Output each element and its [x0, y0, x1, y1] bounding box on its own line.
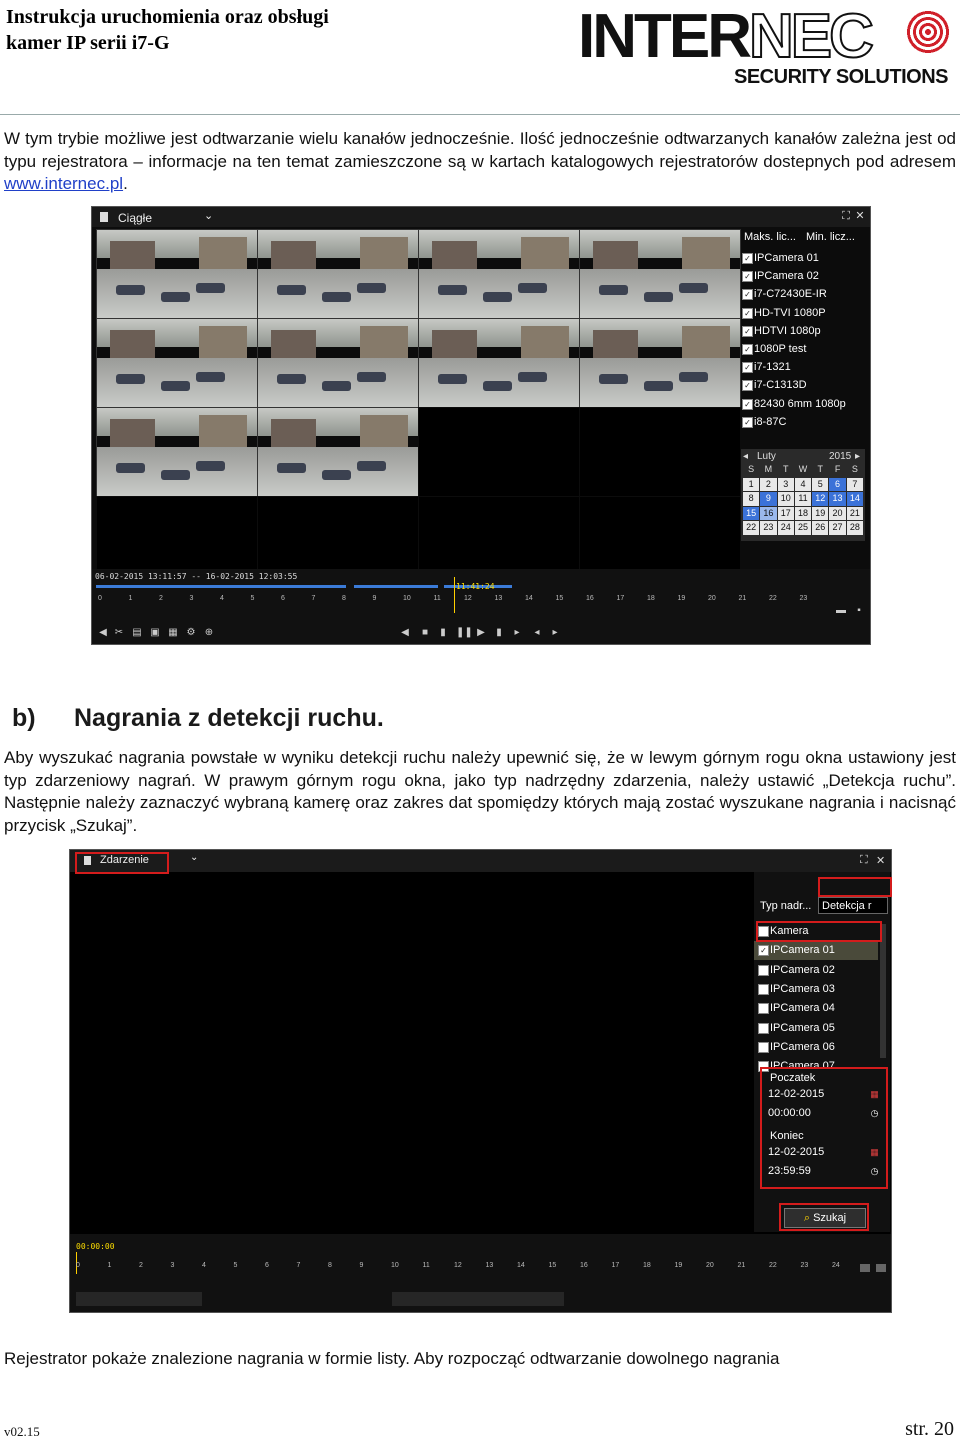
video-bld2 [682, 326, 730, 359]
timeline-hour: 14 [525, 595, 533, 602]
logo-nec: NEC [749, 2, 871, 71]
calendar-day[interactable]: 28 [847, 521, 863, 535]
camera-checkbox[interactable] [758, 1023, 769, 1034]
clock-icon[interactable]: ◷ [870, 1108, 879, 1118]
calendar-day[interactable]: 26 [812, 521, 828, 535]
pause-icon[interactable]: ❚❚ [456, 627, 473, 638]
timeline-hour: 6 [265, 1262, 269, 1269]
footer-version: v02.15 [4, 1424, 40, 1439]
reverse-icon[interactable]: ◀ [401, 627, 409, 638]
calendar-day[interactable]: 15 [743, 507, 759, 521]
calendar-day[interactable]: 18 [795, 507, 811, 521]
tab-max[interactable]: Maks. lic... [744, 231, 796, 243]
video-bld2 [360, 415, 408, 448]
header-title-line1: Instrukcja uruchomienia oraz obsługi [6, 6, 329, 28]
camera-checkbox[interactable] [758, 965, 769, 976]
playback-mode-select[interactable]: Ciągłe [118, 211, 153, 225]
start-date[interactable]: 12-02-2015 [768, 1088, 825, 1100]
video-car [483, 292, 512, 303]
timeline-hour: 16 [580, 1262, 588, 1269]
video-car [116, 285, 145, 296]
camera-item[interactable] [740, 285, 862, 303]
timeline-hour: 12 [464, 595, 472, 602]
clip-icon[interactable]: ✂ [114, 627, 124, 638]
timeline-hour: 8 [342, 595, 346, 602]
header-divider [0, 114, 960, 115]
video-car [277, 463, 306, 474]
timeline-hour: 23 [800, 1262, 809, 1269]
timeline-hour: 5 [233, 1262, 238, 1269]
camera-tile[interactable] [257, 407, 419, 497]
camera-tile[interactable] [579, 407, 741, 497]
camera-name: HD-TVI 1080P [754, 306, 826, 319]
camera-name: i8-87C [754, 415, 787, 428]
camera-item[interactable] [754, 941, 878, 960]
timeline-hour: 7 [296, 1262, 301, 1269]
camera-tile[interactable] [257, 229, 419, 319]
timeline-hour: 7 [311, 595, 316, 602]
video-car [679, 283, 708, 294]
timeline-hour: 8 [328, 1262, 332, 1269]
video-car [116, 463, 145, 474]
playback-screenshot-continuous [91, 206, 871, 645]
calendar-day[interactable]: 14 [847, 492, 863, 506]
event-type-select[interactable]: Detekcja r [818, 897, 888, 914]
calendar-weekday: S [847, 463, 863, 477]
camera-tile[interactable] [418, 229, 580, 319]
video-car [161, 292, 190, 303]
internec-link[interactable]: www.internec.pl [4, 174, 124, 194]
camera-checkbox[interactable] [758, 984, 769, 995]
playback-topbar [70, 850, 891, 872]
video-bld [110, 241, 155, 269]
calendar-header [741, 451, 865, 463]
timeline-hour: 10 [403, 595, 411, 602]
calendar-month: Luty [757, 451, 776, 462]
calendar-day[interactable]: 22 [743, 521, 759, 535]
timeline-hour: 10 [391, 1262, 399, 1269]
video-bld [271, 241, 316, 269]
calendar-day[interactable]: 23 [760, 521, 776, 535]
timeline-hour: 21 [738, 595, 747, 602]
calendar-day[interactable]: 7 [847, 478, 863, 492]
calendar-days [743, 463, 863, 535]
video-car [357, 283, 386, 294]
end-time[interactable]: 23:59:59 [768, 1165, 811, 1177]
tab-min[interactable]: Min. licz... [806, 231, 855, 243]
timeline-hour: 22 [769, 595, 777, 602]
calendar-day[interactable]: 9 [760, 492, 776, 506]
playback-mode-select[interactable]: Zdarzenie [100, 854, 149, 866]
calendar-day[interactable]: 5 [812, 478, 828, 492]
header-title-line2: kamer IP serii i7-G [6, 32, 170, 54]
camera-checkbox[interactable]: ✓ [742, 253, 753, 264]
video-car [161, 470, 190, 481]
video-bld [271, 419, 316, 447]
camera-checkbox[interactable]: ✓ [742, 344, 753, 355]
video-car [277, 374, 306, 385]
end-date[interactable]: 12-02-2015 [768, 1146, 825, 1158]
timeline-ticks [98, 591, 836, 605]
logo-circle-icon [906, 10, 950, 54]
camera-tile[interactable] [418, 318, 580, 408]
timeline-hour: 18 [643, 1262, 651, 1269]
video-car [518, 372, 547, 383]
event-type-label: Typ nadr... [760, 900, 812, 912]
camera-tile[interactable] [579, 318, 741, 408]
recording-segment [354, 585, 438, 588]
timeline-hour: 12 [454, 1262, 462, 1269]
camera-item[interactable] [740, 267, 862, 285]
camera-tile[interactable] [418, 407, 580, 497]
timeline-hour: 3 [170, 1262, 175, 1269]
timeline-hour: 2 [139, 1262, 143, 1269]
calendar-day[interactable]: 20 [829, 507, 845, 521]
calendar-day[interactable]: 10 [778, 492, 794, 506]
calendar [741, 449, 865, 541]
calendar-day[interactable]: 1 [743, 478, 759, 492]
recording-segment [96, 585, 346, 588]
intro-paragraph [4, 128, 956, 196]
footer-page-number: str. 20 [905, 1418, 954, 1440]
start-time[interactable]: 00:00:00 [768, 1107, 811, 1119]
video-bld2 [199, 326, 247, 359]
timeline-hour: 24 [832, 1262, 840, 1269]
timeline[interactable] [92, 569, 870, 644]
slow-icon[interactable]: ▮ [440, 627, 446, 638]
calendar-weekday: F [829, 463, 845, 477]
timeline-hour: 15 [555, 595, 564, 602]
calendar-day[interactable]: 19 [812, 507, 828, 521]
timeline-hour: 21 [737, 1262, 746, 1269]
zoom-in-icon[interactable] [876, 1264, 886, 1272]
timeline-hour: 11 [433, 595, 441, 602]
camera-item[interactable] [754, 980, 878, 999]
video-car [277, 285, 306, 296]
camera-checkbox[interactable]: ✓ [742, 289, 753, 300]
close-icon[interactable]: ✕ [855, 210, 865, 222]
calendar-day[interactable]: 16 [760, 507, 776, 521]
camera-item[interactable] [740, 304, 862, 322]
camera-item[interactable] [740, 340, 862, 358]
section-heading [12, 704, 384, 733]
fullscreen-icon[interactable]: ⛶ [842, 210, 850, 222]
video-bld [110, 330, 155, 358]
video-bld2 [682, 237, 730, 270]
camera-item[interactable] [754, 1019, 878, 1038]
next-icon[interactable]: ▸ [552, 627, 558, 638]
volume-icon[interactable]: ◀ [99, 627, 107, 638]
calendar-day[interactable]: 2 [760, 478, 776, 492]
mode-icon [100, 212, 108, 222]
calendar-day[interactable]: 21 [847, 507, 863, 521]
timeline-hour: 5 [250, 595, 255, 602]
timeline-hour: 22 [769, 1262, 777, 1269]
search-button-label: Szukaj [813, 1212, 847, 1224]
chevron-down-icon[interactable]: ⌄ [204, 210, 214, 222]
camera-item[interactable] [740, 249, 862, 267]
stop-icon[interactable]: ■ [421, 627, 429, 638]
video-car [357, 461, 386, 472]
timeline-hour: 23 [799, 595, 808, 602]
timeline-hour: 16 [586, 595, 594, 602]
video-bld2 [360, 326, 408, 359]
camera-checkbox[interactable]: ✓ [742, 362, 753, 373]
section-title: Nagrania z detekcji ruchu. [74, 704, 384, 732]
timeline-hour: 20 [708, 595, 716, 602]
zoom-out-icon[interactable]: ▬ [836, 605, 846, 616]
timeline-hour: 3 [189, 595, 194, 602]
timeline-hour: 13 [494, 595, 503, 602]
timeline-hour: 0 [76, 1262, 80, 1269]
tag-icon[interactable]: ▤ [132, 627, 142, 638]
video-bld [110, 419, 155, 447]
video-bld2 [521, 237, 569, 270]
camera-name: 82430 6mm 1080p [754, 397, 846, 410]
calendar-day[interactable]: 8 [743, 492, 759, 506]
logo-wordmark [578, 2, 871, 71]
search-icon: ⌕ [803, 1212, 814, 1224]
timeline-hour: 9 [359, 1262, 364, 1269]
camera-tile[interactable] [96, 229, 258, 319]
video-bld [432, 241, 477, 269]
camera-item[interactable] [740, 376, 862, 394]
end-label: Koniec [770, 1130, 804, 1142]
video-car [483, 381, 512, 392]
zoom-out-icon[interactable] [860, 1264, 870, 1272]
camera-name: IPCamera 04 [770, 1002, 835, 1015]
grid-icon[interactable]: ▦ [168, 627, 178, 638]
outro-paragraph: Rejestrator pokaże znalezione nagrania w formie listy. Aby rozpocząć odtwarzanie dowolnego nagrania [4, 1349, 780, 1368]
timeline-hour: 19 [677, 595, 686, 602]
start-label: Poczatek [770, 1072, 816, 1084]
timeline[interactable] [70, 1234, 891, 1312]
frame-back-icon[interactable]: ▮ [496, 627, 502, 638]
timeline-hour: 4 [202, 1262, 206, 1269]
highlight-search-button [779, 1203, 869, 1231]
timeline-hour: 1 [107, 1262, 112, 1269]
camera-name: IPCamera 03 [770, 982, 835, 995]
timeline-hour: 20 [706, 1262, 714, 1269]
calendar-weekday: T [812, 463, 828, 477]
fullscreen-icon[interactable]: ⛶ [860, 854, 868, 866]
calendar-weekday: T [778, 463, 794, 477]
video-bld2 [199, 415, 247, 448]
lock-icon[interactable]: ▣ [150, 627, 160, 638]
camera-item[interactable] [754, 999, 878, 1018]
camera-list-scrollbar[interactable] [880, 924, 886, 1058]
camera-name: 1080P test [754, 343, 807, 355]
camera-checkbox[interactable] [758, 1003, 769, 1014]
video-car [679, 372, 708, 383]
calendar-year: 2015 [829, 451, 852, 462]
video-car [438, 374, 467, 385]
camera-checkbox[interactable]: ✓ [742, 326, 753, 337]
camera-item[interactable] [740, 322, 862, 340]
calendar-day[interactable]: 13 [829, 492, 845, 506]
timeline-hour: 17 [616, 595, 625, 602]
video-car [599, 285, 628, 296]
video-car [644, 292, 673, 303]
camera-name: IPCamera 02 [754, 270, 819, 283]
prev-month-icon[interactable]: ◂ [743, 451, 749, 462]
video-car [322, 470, 351, 481]
video-car [322, 381, 351, 392]
camera-checkbox[interactable]: ✓ [742, 380, 753, 391]
timeline-hour: 15 [548, 1262, 557, 1269]
zoom-in-icon[interactable]: ▪ [857, 605, 861, 616]
prev-icon[interactable]: ◂ [534, 627, 540, 638]
calendar-weekday: S [743, 463, 759, 477]
camera-name: IPCamera 01 [754, 252, 819, 264]
timeline-hour: 17 [611, 1262, 620, 1269]
camera-item[interactable] [740, 395, 862, 413]
zoom-icon[interactable]: ⊕ [204, 627, 214, 638]
video-car [196, 461, 225, 472]
highlight-camera [756, 921, 882, 942]
camera-checkbox[interactable]: ✓ [742, 399, 753, 410]
timeline-hour: 18 [647, 595, 655, 602]
intro-after-link: . [123, 174, 128, 194]
timeline-hour: 9 [372, 595, 377, 602]
camera-name: HDTVI 1080p [754, 324, 821, 337]
close-icon[interactable]: ✕ [876, 855, 886, 867]
camera-item[interactable] [740, 358, 862, 376]
clock-icon[interactable]: ◷ [870, 1166, 879, 1176]
video-car [438, 285, 467, 296]
timeline-hour: 13 [485, 1262, 494, 1269]
timeline-range: 06-02-2015 13:11:57 -- 16-02-2015 12:03:55 [95, 572, 298, 581]
calendar-day[interactable]: 25 [795, 521, 811, 535]
calendar-weekday: W [795, 463, 811, 477]
camera-tile[interactable] [96, 318, 258, 408]
intro-text: W tym trybie możliwe jest odtwarzanie wielu kanałów jednocześnie. Ilość jednocześnie odtwarzanych kanałów zależna jest od typu rejestratora – informacje na ten temat zamieszczone są w kartach katalogowych rejestratorów dostepnych pod adresem [4, 129, 956, 171]
camera-name: IPCamera 06 [770, 1040, 835, 1053]
video-bld2 [360, 237, 408, 270]
video-car [518, 283, 547, 294]
camera-name: IPCamera 07 [770, 1060, 835, 1073]
video-car [196, 283, 225, 294]
camera-name: IPCamera 05 [770, 1021, 835, 1034]
calendar-day[interactable]: 6 [829, 478, 845, 492]
camera-name: i7-C72430E-IR [754, 288, 827, 301]
calendar-day[interactable]: 3 [778, 478, 794, 492]
camera-checkbox[interactable]: ✓ [742, 271, 753, 282]
playback-buttons[interactable] [392, 1292, 564, 1306]
video-bld [593, 241, 638, 269]
frame-fwd-icon[interactable]: ▸ [514, 627, 520, 638]
timeline-hour: 2 [159, 595, 163, 602]
video-car [644, 381, 673, 392]
calendar-day[interactable]: 17 [778, 507, 794, 521]
video-car [196, 372, 225, 383]
next-month-icon[interactable]: ▸ [855, 451, 861, 462]
camera-checkbox[interactable]: ✓ [742, 417, 753, 428]
calendar-day[interactable]: 24 [778, 521, 794, 535]
calendar-icon[interactable]: ▦ [870, 1147, 879, 1157]
camera-name: Kamera [770, 925, 809, 937]
section-label: b) [12, 704, 36, 732]
calendar-icon[interactable]: ▦ [870, 1089, 879, 1099]
timeline-hour: 11 [422, 1262, 430, 1269]
chevron-down-icon[interactable]: ⌄ [190, 852, 199, 863]
timeline-hour: 4 [220, 595, 224, 602]
camera-tile[interactable] [257, 318, 419, 408]
playback-topbar [92, 207, 870, 227]
camera-checkbox[interactable]: ✓ [742, 308, 753, 319]
calendar-day[interactable]: 11 [795, 492, 811, 506]
video-car [322, 292, 351, 303]
timeline-start: 00:00:00 [76, 1242, 115, 1251]
section-b-paragraph: Aby wyszukać nagrania powstałe w wyniku detekcji ruchu należy upewnić się, że w lewym górnym rogu okna ustawiony jest typ zdarzeniowy nagrań. W prawym górnym rogu okna, jako typ nadrzędny zdarzenia, należy ustawić „Detekcja ruchu”. Następnie należy zaznaczyć wybraną kamerę oraz zakres dat spomiędzy których mają zostać wyszukane nagrania i nacisnąć przycisk „Szukaj”. [4, 748, 956, 835]
camera-name: IPCamera 02 [770, 963, 835, 976]
camera-item[interactable] [754, 1038, 878, 1057]
highlight-mode [75, 852, 169, 874]
highlight-event-type [818, 877, 892, 897]
logo-tagline: SECURITY SOLUTIONS [734, 66, 948, 88]
video-bld2 [199, 237, 247, 270]
calendar-day[interactable]: 27 [829, 521, 845, 535]
video-bld [593, 330, 638, 358]
logo-inter: INTER [578, 2, 749, 71]
camera-checkbox[interactable] [758, 1042, 769, 1053]
camera-tile[interactable] [96, 407, 258, 497]
cursor-time: 11:41:24 [456, 582, 495, 591]
camera-name: i7-1321 [754, 361, 791, 374]
calendar-weekday: M [760, 463, 776, 477]
video-bld [271, 330, 316, 358]
camera-name: i7-C1313D [754, 379, 807, 392]
camera-item[interactable] [740, 413, 862, 431]
camera-item[interactable] [754, 961, 878, 980]
internec-logo [578, 2, 950, 90]
calendar-day[interactable]: 12 [812, 492, 828, 506]
video-car [599, 374, 628, 385]
video-bld [432, 330, 477, 358]
timeline-hour: 6 [281, 595, 285, 602]
document-header-title [6, 4, 329, 56]
camera-tile[interactable] [579, 229, 741, 319]
timeline-hour: 1 [128, 595, 133, 602]
video-car [116, 374, 145, 385]
timeline-hour: 19 [674, 1262, 683, 1269]
camera-name: IPCamera 01 [770, 944, 835, 957]
gear-icon[interactable]: ⚙ [186, 627, 196, 638]
camera-checkbox[interactable]: ✓ [758, 945, 769, 956]
video-bld2 [521, 326, 569, 359]
fast-icon[interactable]: ▶ [477, 627, 485, 638]
playback-screenshot-event [69, 849, 892, 1313]
video-car [357, 372, 386, 383]
video-car [161, 381, 190, 392]
timeline-hour: 0 [98, 595, 102, 602]
timeline-hour: 14 [517, 1262, 525, 1269]
calendar-day[interactable]: 4 [795, 478, 811, 492]
tool-buttons[interactable] [76, 1292, 202, 1306]
